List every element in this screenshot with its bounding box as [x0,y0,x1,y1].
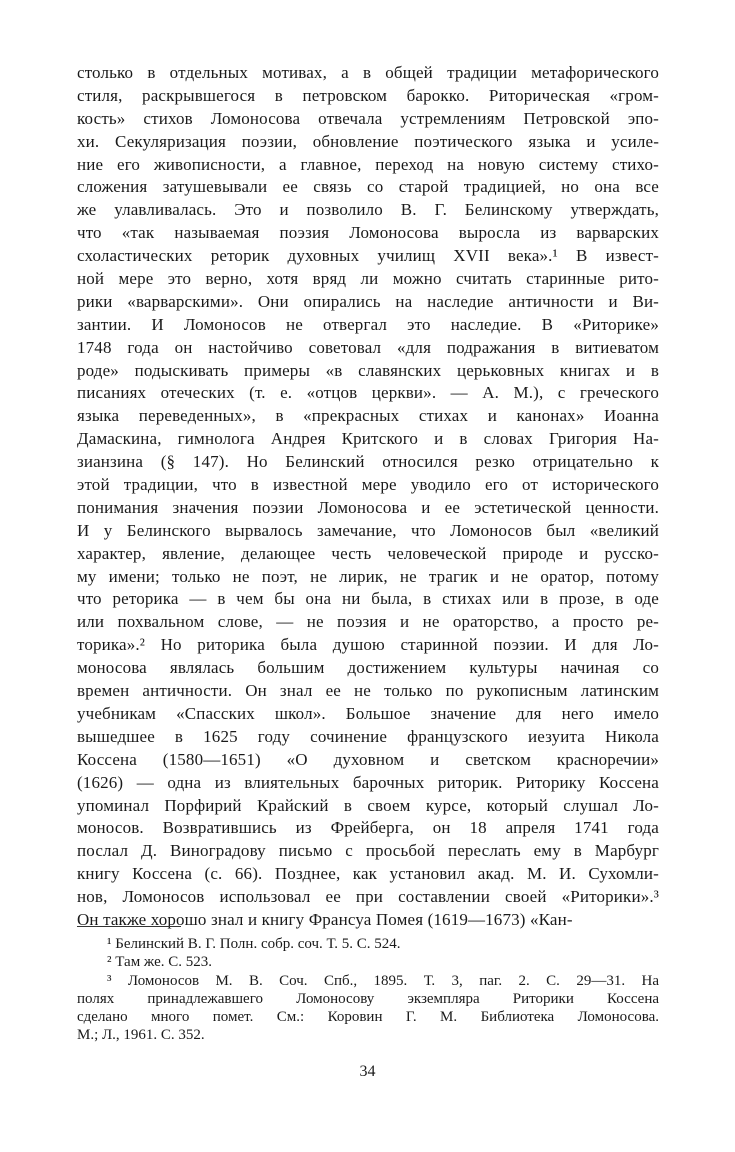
text-line: характер, явление, делающее честь человеческой природе и русско- [77,543,659,563]
text-line: же улавливалась. Это и позволило В. Г. Белинскому утверждать, [77,200,659,220]
main-text [77,62,659,932]
text-line: И у Белинского вырвалось замечание, что Ломоносов был «великий [77,520,659,540]
text-line: послал Д. Виноградову письмо с просьбой переслать ему в Марбург [77,841,659,861]
text-line: моносов. Возвратившись из Фрейберга, он 18 апреля 1741 года [77,818,659,838]
text-line: что реторика — в чем бы она ни была, в стихах или в прозе, в оде [77,589,659,609]
footnote-line: сделано много помет. См.: Коровин Г. М. Библиотека Ломоносова. [77,1009,659,1026]
text-line: зантии. И Ломоносов не отвергал это наследие. В «Риторике» [77,314,659,334]
text-line: Дамаскина, гимнолога Андрея Критского и в словах Григория На- [77,429,659,449]
text-line: нов, Ломоносов использовал ее при составлении своей «Риторики».³ [77,887,659,907]
page-number: 34 [359,1063,376,1080]
text-line: стиля, раскрывшегося в петровском барокко. Риторическая «гром- [77,85,659,105]
footnote-line: полях принадлежавшего Ломоносову экземпляра Риторики Коссена [77,990,659,1007]
text-line: ние его живописности, а главное, переход на новую систему стихо- [77,154,659,174]
text-line: упоминал Порфирий Крайский в своем курсе, который слушал Ло- [77,795,659,815]
footnote-line: ³ Ломоносов М. В. Соч. Спб., 1895. Т. 3, паг. 2. С. 29—31. На [107,972,659,989]
text-line: времен античности. Он знал ее не только по рукописным латинским [77,681,659,701]
text-line: Коссена (1580—1651) «О духовном и светском красноречии» [77,749,659,769]
text-line: хи. Секуляризация поэзии, обновление поэтического языка и усиле- [77,131,659,151]
text-line: сложения затушевывали ее связь со старой традицией, но она все [77,177,659,197]
text-line: кость» стихов Ломоносова отвечала устремлениям Петровской эпо- [77,108,659,128]
text-line: (1626) — одна из влиятельных барочных риторик. Риторику Коссена [77,772,659,792]
text-line: торика».² Но риторика была душою старинной поэзии. И для Ло- [77,635,659,655]
text-line: Он также хорошо знал и книгу Франсуа Помея (1619—1673) «Кан- [77,909,573,929]
text-line: ной мере это верно, хотя вряд ли можно считать старинные рито- [77,269,659,289]
footnote-line: ² Там же. С. 523. [107,954,213,971]
text-line: столько в отдельных мотивах, а в общей традиции метафорического [77,63,659,82]
text-line: вышедшее в 1625 году сочинение французского иезуита Никола [77,726,659,746]
text-line: или похвальном слове, — не поэзия и не ораторство, а просто ре- [77,612,659,632]
footnote-rule [77,926,181,927]
text-line: языка переведенных», в «прекрасных стихах и канонах» Иоанна [77,406,659,426]
text-line: этой традиции, что в известной мере уводило его от исторического [77,475,659,495]
text-line: рики «варварскими». Они опирались на наследие античности и Ви- [77,291,659,311]
text-line: му имени; только не поэт, не лирик, не трагик и не оратор, потому [77,566,659,586]
text-line: книгу Коссена (с. 66). Позднее, как установил акад. М. И. Сухомли- [77,864,659,884]
text-line: 1748 года он настойчиво советовал «для подражания в витиеватом [77,337,659,357]
text-line: зианзина (§ 147). Но Белинский относился резко отрицательно к [77,452,659,472]
text-line: роде» подыскивать примеры «в славянских церьковных книгах и в [77,360,659,380]
footnotes [77,935,659,1045]
text-line: учебникам «Спасских школ». Большое значение для него имело [77,703,659,723]
text-line: понимания значения поэзии Ломоносова и ее эстетической ценности. [77,497,659,517]
text-line: писаниях отеческих (т. е. «отцов церкви». — А. М.), с греческого [77,383,659,403]
text-line: что «так называемая поэзия Ломоносова выросла из варварских [77,223,659,243]
footnote-line: ¹ Белинский В. Г. Полн. собр. соч. Т. 5. С. 524. [107,936,401,952]
text-line: схоластических реторик духовных училищ XVII века».¹ В извест- [77,246,659,266]
text-line: моносова являлась большим достижением культуры начиная со [77,658,659,678]
footnote-line: М.; Л., 1961. С. 352. [77,1027,205,1044]
